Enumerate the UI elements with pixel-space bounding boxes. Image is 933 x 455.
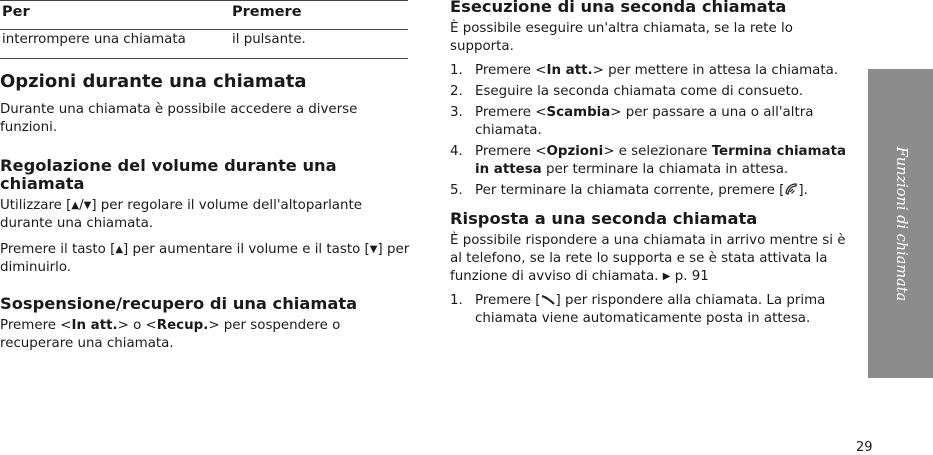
down-triangle-icon: ▼ <box>83 200 92 211</box>
up-triangle-icon: ▲ <box>71 200 80 211</box>
softkey-label: In att. <box>71 318 118 333</box>
text: Premere [ <box>475 293 541 308</box>
down-triangle-icon: ▼ <box>369 244 378 255</box>
step-number: 4. <box>450 144 463 159</box>
second-call-heading: Esecuzione di una seconda chiamata <box>450 0 787 16</box>
text: / <box>79 198 84 213</box>
text: ] per diminuirlo. <box>0 242 410 275</box>
text: Premere < <box>475 63 547 78</box>
text: ] per rispondere alla chiamata. La prima chiamata viene automaticamente posta in attesa. <box>475 293 826 326</box>
text: > per passare a una o all'altra chiamata. <box>475 105 814 138</box>
text: ] per aumentare il volume e il tasto [ <box>123 242 370 257</box>
text: > o < <box>117 318 157 333</box>
text: ] per regolare il volume dell'altoparlante durante una chiamata. <box>0 198 362 231</box>
chapter-label: Funzioni di chiamata <box>892 146 909 301</box>
step-number: 1. <box>450 293 463 308</box>
text: Eseguire la seconda chiamata come di consueto. <box>475 84 804 99</box>
text: Premere < <box>475 144 547 159</box>
list-item <box>450 83 858 101</box>
list-item <box>450 292 858 328</box>
table-cell-action: interrompere una chiamata <box>2 32 186 47</box>
softkey-label: Recup. <box>156 318 209 333</box>
step-number: 2. <box>450 84 463 99</box>
softkey-label: In att. <box>546 63 593 78</box>
step-number: 1. <box>450 63 463 78</box>
softkey-label: Scambia <box>546 105 611 120</box>
text: Premere < <box>0 318 72 333</box>
table-header-premere: Premere <box>232 4 302 20</box>
hold-paragraph <box>0 317 410 353</box>
softkey-label: Opzioni <box>546 144 604 159</box>
right-arrow-icon: ▶ <box>662 271 671 282</box>
volume-paragraph-1 <box>0 197 410 233</box>
table-cell-key: il pulsante. <box>232 32 306 47</box>
call-options-intro: Durante una chiamata è possibile accedere a diverse funzioni. <box>0 102 358 135</box>
left-column <box>0 71 410 353</box>
send-call-icon <box>541 294 556 306</box>
list-item <box>450 143 858 179</box>
text: > per mettere in attesa la chiamata. <box>592 63 839 78</box>
answer-second-call-heading: Risposta a una seconda chiamata <box>450 209 758 228</box>
volume-paragraph-2 <box>0 241 410 277</box>
page-number: 29 <box>856 440 873 455</box>
table-header-rule <box>0 29 408 30</box>
table-top-rule <box>0 0 408 1</box>
menu-option-label: Termina chiamata in attesa <box>475 144 847 177</box>
text: Utilizzare [ <box>0 198 72 213</box>
list-item <box>450 62 858 80</box>
table-header-per: Per <box>2 4 30 20</box>
list-item <box>450 182 858 200</box>
end-call-icon <box>784 183 798 196</box>
second-call-steps <box>450 62 858 200</box>
page-reference: p. 91 <box>674 269 709 284</box>
answer-second-call-intro <box>450 232 858 286</box>
list-item <box>450 104 858 140</box>
second-call-intro: È possibile eseguire un'altra chiamata, se la rete lo supporta. <box>450 21 793 54</box>
text: Premere il tasto [ <box>0 242 116 257</box>
volume-heading: Regolazione del volume durante una chiamata <box>0 156 337 193</box>
right-column <box>450 0 858 331</box>
answer-second-call-steps <box>450 292 858 328</box>
hold-heading: Sospensione/recupero di una chiamata <box>0 294 358 313</box>
text: ]. <box>798 183 808 198</box>
text: > e selezionare <box>603 144 712 159</box>
text: per terminare la chiamata in attesa. <box>541 162 789 177</box>
text: Per terminare la chiamata corrente, premere [ <box>475 183 785 198</box>
table-bottom-rule <box>0 58 408 59</box>
text: È possibile rispondere a una chiamata in arrivo mentre si è al telefono, se la rete lo supporta e se è stata attivata la funzione di avviso di chiamata. <box>450 233 846 284</box>
step-number: 5. <box>450 183 463 198</box>
section-title-call-options: Opzioni durante una chiamata <box>0 71 307 92</box>
up-triangle-icon: ▲ <box>115 244 124 255</box>
chapter-side-tab <box>868 69 933 378</box>
call-options-table <box>0 0 408 60</box>
text: Premere < <box>475 105 547 120</box>
step-number: 3. <box>450 105 463 120</box>
text: > per sospendere o recuperare una chiamata. <box>0 318 341 351</box>
